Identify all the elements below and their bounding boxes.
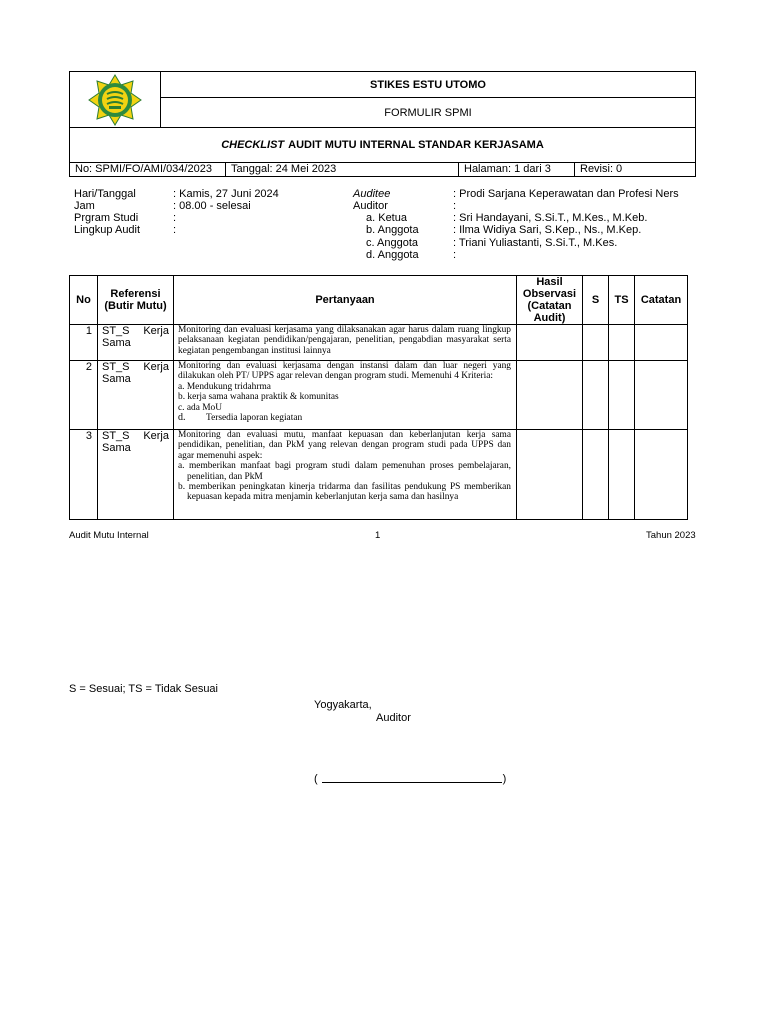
s-cell[interactable] <box>583 361 609 430</box>
doc-number: No: SPMI/FO/AMI/034/2023 <box>70 163 226 176</box>
auditor-name: : Triani Yuliastanti, S.Si.T., M.Kes. <box>453 237 618 249</box>
col-header-ts: TS <box>609 276 635 325</box>
list-item: c. ada MoU <box>178 402 222 413</box>
header-line: Audit) <box>533 312 566 324</box>
row-number: 3 <box>70 430 98 520</box>
info-label: Jam <box>74 200 95 212</box>
ref-word: Sama <box>102 373 131 385</box>
info-value: : Kamis, 27 Juni 2024 <box>173 188 279 200</box>
notes-cell[interactable] <box>635 361 688 430</box>
auditor-value: : <box>453 200 457 212</box>
footer-page-number: 1 <box>375 530 381 541</box>
info-value: : <box>173 212 177 224</box>
info-value: : <box>173 224 177 236</box>
table-row <box>70 430 688 520</box>
observation-cell[interactable] <box>517 430 583 520</box>
aspect-list <box>178 461 511 503</box>
close-paren: ) <box>502 773 507 785</box>
header-line: (Catatan <box>527 300 572 312</box>
list-item: a. memberikan manfaat bagi program studi dalam pemenuhan proses pembelajaran, penelitian, dan PkM <box>178 461 511 482</box>
auditor-name: : Ilma Widiya Sari, S.Kep., Ns., M.Kep. <box>453 224 642 236</box>
institution-name: STIKES ESTU UTOMO <box>161 72 695 98</box>
ref-word: Sama <box>102 337 131 349</box>
form-title-italic: CHECKLIST <box>221 139 285 151</box>
open-paren: ( <box>314 773 318 785</box>
signature-blank[interactable] <box>322 782 502 783</box>
observation-cell[interactable] <box>517 361 583 430</box>
row-question <box>174 361 517 430</box>
question-text: Monitoring dan evaluasi mutu, manfaat kepuasan dan keberlanjutan kerja sama pendidikan, penelitian, dan PkM yang relevan dengan program studi pada UPPS dan agar memenuhi aspek: <box>178 430 511 461</box>
ref-code: ST_S <box>102 361 130 373</box>
logo-icon <box>87 72 143 128</box>
notes-cell[interactable] <box>635 430 688 520</box>
list-item <box>178 413 511 423</box>
header-line: (Butir Mutu) <box>104 300 167 312</box>
info-label: Prgram Studi <box>74 212 139 224</box>
document-meta <box>70 163 695 176</box>
signature-city: Yogyakarta, <box>314 699 372 711</box>
col-header-observation <box>517 276 583 325</box>
info-label: Lingkup Audit <box>74 224 141 236</box>
header-line: Observasi <box>522 288 577 300</box>
question-text: Monitoring dan evaluasi kerjasama yang dilaksanakan agar harus dalam ruang lingkup pelaksanaan kegiatan pendidikan/pengajaran, penelitian, pengabdian masyarakat serta kegiatan pengembangan institusi lainnya <box>178 325 511 356</box>
ts-cell[interactable] <box>609 361 635 430</box>
footer-right: Tahun 2023 <box>646 530 696 541</box>
list-item: a. Mendukung tridahrma <box>178 381 271 392</box>
info-label: Hari/Tanggal <box>74 188 136 200</box>
ts-cell[interactable] <box>609 430 635 520</box>
auditor-role: d. Anggota <box>366 249 419 261</box>
ref-code: ST_S <box>102 325 130 337</box>
row-number: 1 <box>70 325 98 361</box>
signature-role: Auditor <box>376 712 411 724</box>
criteria-list <box>178 382 511 424</box>
list-text: Tersedia laporan kegiatan <box>206 413 303 424</box>
col-header-reference <box>98 276 174 325</box>
table-header-row <box>70 276 688 325</box>
signature-line <box>314 773 506 785</box>
list-letter: d. <box>178 412 186 424</box>
footer-left: Audit Mutu Internal <box>69 530 149 541</box>
auditor-name: : <box>453 249 457 261</box>
table-row <box>70 361 688 430</box>
form-title <box>70 128 695 163</box>
auditee-label: Auditee <box>353 188 391 200</box>
col-header-no: No <box>70 276 98 325</box>
auditor-name: : Sri Handayani, S.Si.T., M.Kes., M.Keb. <box>453 212 648 224</box>
row-question <box>174 325 517 361</box>
info-value: : 08.00 - selesai <box>173 200 251 212</box>
s-cell[interactable] <box>583 430 609 520</box>
auditor-role: c. Anggota <box>366 237 418 249</box>
ref-word: Sama <box>102 442 131 454</box>
ref-word: Kerja <box>143 430 169 442</box>
ref-word: Kerja <box>143 325 169 337</box>
doc-date: Tanggal: 24 Mei 2023 <box>226 163 459 176</box>
form-name: FORMULIR SPMI <box>384 106 472 119</box>
header-line: Hasil <box>536 276 563 288</box>
col-header-s: S <box>583 276 609 325</box>
doc-revision: Revisi: 0 <box>580 163 623 175</box>
header-line: Referensi <box>110 288 161 300</box>
row-number: 2 <box>70 361 98 430</box>
observation-cell[interactable] <box>517 325 583 361</box>
institution-logo <box>70 72 161 127</box>
list-item: b. kerja sama wahana praktik & komunitas <box>178 392 339 403</box>
s-cell[interactable] <box>583 325 609 361</box>
auditor-role: a. Ketua <box>366 212 407 224</box>
doc-page: Halaman: 1 dari 3 <box>459 163 575 176</box>
checklist-table <box>69 275 688 520</box>
row-question <box>174 430 517 520</box>
list-item: b. memberikan peningkatan kinerja tridarma dan fasilitas pendukung PS memberikan kepuasan kepada mitra menjamin keberlanjutan kerja sama dan hasilnya <box>178 482 511 503</box>
row-reference <box>98 361 174 430</box>
legend-text: S = Sesuai; TS = Tidak Sesuai <box>69 683 218 695</box>
col-header-question: Pertanyaan <box>174 276 517 325</box>
auditee-value: : Prodi Sarjana Keperawatan dan Profesi Ners <box>453 188 679 200</box>
row-reference <box>98 430 174 520</box>
form-title-rest: AUDIT MUTU INTERNAL STANDAR KERJASAMA <box>288 139 544 151</box>
auditor-role: b. Anggota <box>366 224 419 236</box>
ref-code: ST_S <box>102 430 130 442</box>
notes-cell[interactable] <box>635 325 688 361</box>
col-header-notes: Catatan <box>635 276 688 325</box>
question-text: Monitoring dan evaluasi kerjasama dengan instansi dalam dan luar negeri yang dilakukan oleh PT/ UPPS agar relevan dengan program studi. Memenuhi 4 Kriteria: <box>178 361 511 382</box>
table-row <box>70 325 688 361</box>
ref-word: Kerja <box>143 361 169 373</box>
auditor-label: Auditor <box>353 200 388 212</box>
row-reference <box>98 325 174 361</box>
document-header <box>69 71 696 177</box>
ts-cell[interactable] <box>609 325 635 361</box>
